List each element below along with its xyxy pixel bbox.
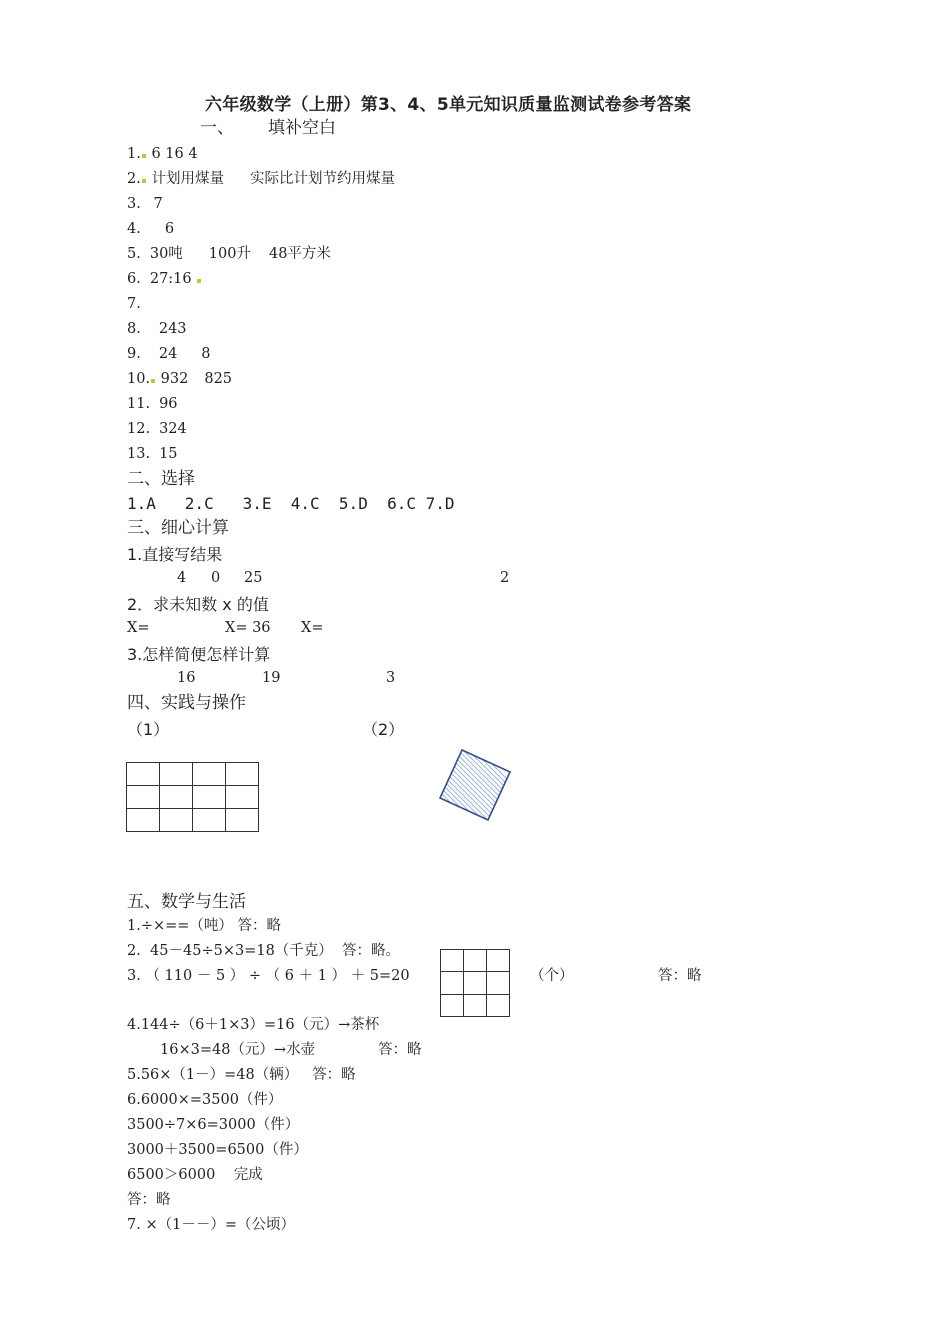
calc-sub3-val: 19: [262, 670, 281, 686]
section3-heading: 三、细心计算: [127, 518, 229, 538]
calc-sub2-val: X=: [127, 620, 150, 636]
calc-sub3-val: 16: [177, 670, 196, 686]
fill-item-10: 10. 932 825: [127, 371, 233, 387]
calc-sub1-val: 2: [500, 570, 510, 586]
section1-heading: [200, 117, 336, 139]
life-line-4a: 4.144÷（6＋1×3）=16（元）→茶杯: [127, 1017, 380, 1033]
page-title: 六年级数学（上册）第3、4、5单元知识质量监测试卷参考答案: [205, 95, 692, 115]
rotated-shaded-square: [430, 742, 520, 832]
life-line-2: 2. 45－45÷5×3=18（千克） 答：略。: [127, 943, 401, 959]
fill-item-13: 13. 15: [127, 446, 178, 462]
life-line-6e: 答：略: [127, 1192, 171, 1208]
calc-sub1-val: 0: [211, 570, 221, 586]
calc-sub3-val: 3: [386, 670, 396, 686]
fill-item-11: 11. 96: [127, 396, 178, 412]
calc-sub1-title: 1.直接写结果: [127, 545, 223, 564]
practice-label-2: （2）: [362, 720, 405, 739]
calc-sub3-title: 3.怎样简便怎样计算: [127, 645, 271, 664]
life-line-4b: 16×3=48（元）→水壶: [160, 1042, 316, 1058]
life-line-4b-answer: 答：略: [378, 1042, 422, 1058]
fill-item-12: 12. 324: [127, 421, 187, 437]
calc-sub1-val: 25: [244, 570, 263, 586]
life-line-6b: 3500÷7×6=3000（件）: [127, 1117, 300, 1133]
life-line-6d: 6500＞6000 完成: [127, 1167, 263, 1183]
grid-3x3: [440, 949, 510, 1017]
section1-heading-num: 一、: [200, 118, 234, 138]
fill-item-1: 1. 6 16 4: [127, 146, 198, 162]
fill-item-9: 9. 24 8: [127, 346, 211, 362]
section2-heading: 二、选择: [127, 469, 195, 489]
fill-item-2: 2. 计划用煤量 实际比计划节约用煤量: [127, 171, 395, 187]
calc-sub2-val: X= 36: [225, 620, 271, 636]
life-line-3-answer: 答：略: [658, 968, 702, 984]
life-line-5: 5.56×（1－）=48（辆） 答：略: [127, 1067, 356, 1083]
life-line-6a: 6.6000×=3500（件）: [127, 1092, 283, 1108]
fill-item-8: 8. 243: [127, 321, 187, 337]
life-line-3: 3. （ 110 － 5 ） ÷ （ 6 ＋ 1 ） ＋ 5=20: [127, 968, 410, 984]
practice-label-1: （1）: [127, 720, 170, 739]
grid-3x4: [126, 762, 259, 832]
section1-heading-text: 填补空白: [268, 118, 336, 138]
calc-sub1-val: 4: [177, 570, 187, 586]
calc-sub2-val: X=: [301, 620, 324, 636]
section4-heading: 四、实践与操作: [127, 693, 246, 713]
fill-item-4: 4. 6: [127, 221, 175, 237]
life-line-6c: 3000＋3500=6500（件）: [127, 1142, 308, 1158]
calc-sub2-title: 2．求未知数 x 的值: [127, 595, 269, 614]
fill-item-6: 6. 27:16: [127, 270, 202, 288]
section5-heading: 五、数学与生活: [127, 892, 246, 912]
choice-answers: 1.A 2.C 3.E 4.C 5.D 6.C 7.D: [127, 494, 455, 513]
life-line-1: 1.÷×==（吨） 答：略: [127, 918, 282, 934]
life-line-3-unit: （个）: [530, 968, 574, 984]
fill-item-3: 3. 7: [127, 196, 163, 212]
life-line-7: 7. ×（1－－）=（公顷）: [127, 1217, 295, 1233]
fill-item-7: 7.: [127, 296, 141, 312]
fill-item-5: 5. 30吨 100升 48平方米: [127, 246, 331, 262]
